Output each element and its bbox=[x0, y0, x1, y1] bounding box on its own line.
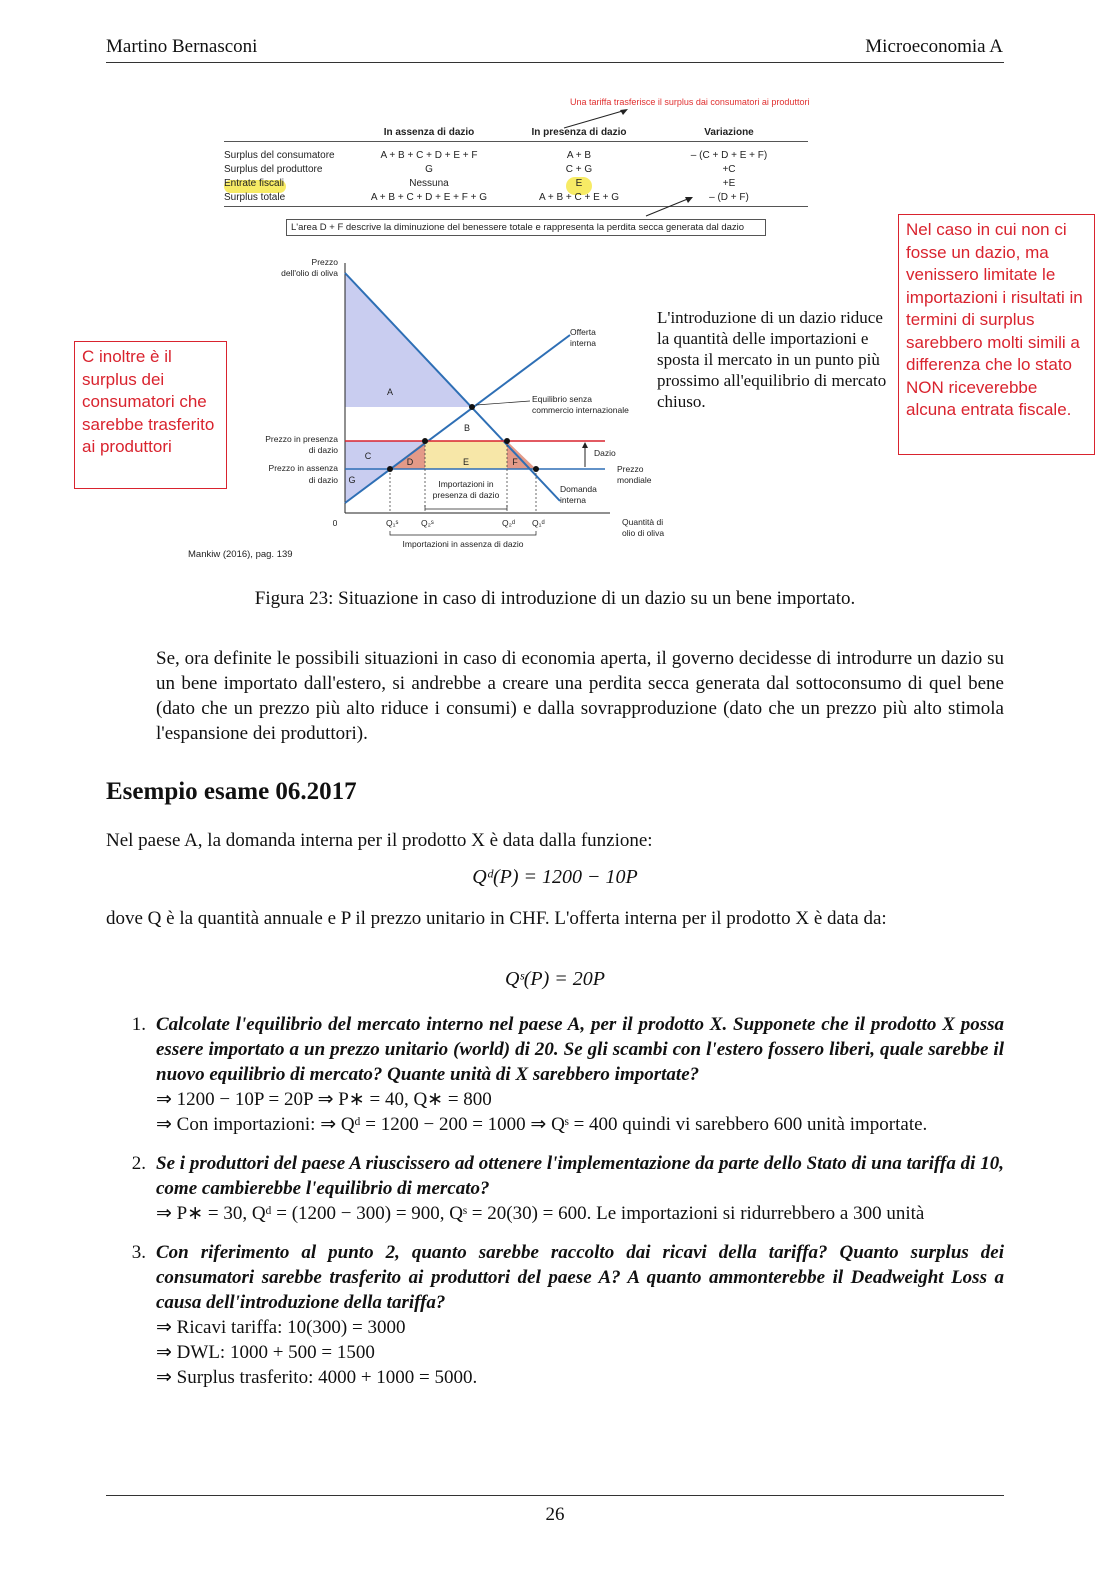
area-label-a: A bbox=[386, 387, 394, 397]
imports-tariff-label-1: Importazioni in bbox=[438, 479, 494, 489]
area-label-b: B bbox=[463, 423, 471, 433]
price-free-label-1: Prezzo in assenza bbox=[268, 463, 338, 473]
item-answer: ⇒ Surplus trasferito: 4000 + 1000 = 5000. bbox=[156, 1367, 478, 1388]
point bbox=[533, 466, 539, 472]
page-number: 26 bbox=[545, 1504, 565, 1525]
x-label-1: Quantità di bbox=[622, 517, 664, 527]
figure-caption: Figura 23: Situazione in caso di introduzione di un dazio su un bene importato. bbox=[254, 588, 856, 609]
list-item bbox=[116, 1151, 1004, 1226]
imports-free-label: Importazioni in assenza di dazio bbox=[402, 539, 524, 549]
price-tariff-label-1: Prezzo in presenza bbox=[265, 434, 338, 444]
price-tariff-label-2: di dazio bbox=[308, 445, 338, 455]
intro-text-2: dove Q è la quantità annuale e P il prezzo unitario in CHF. L'offerta interna per il prodotto X è data da: bbox=[106, 908, 887, 929]
col-change: Variazione bbox=[704, 127, 754, 138]
left-annotation-box: C inoltre è il surplus dei consumatori che sarebbe trasferito ai produttori bbox=[74, 341, 227, 489]
table-row: Surplus del produttore G C + G +C bbox=[224, 164, 736, 175]
supply-label-1: Offerta bbox=[570, 327, 596, 337]
demand-equation: Qᵈ(P) = 1200 − 10P bbox=[472, 866, 638, 888]
area-label-d: D bbox=[406, 457, 414, 467]
table-arrow bbox=[640, 194, 700, 220]
col-tariff: In presenza di dazio bbox=[531, 127, 627, 138]
table-row: Entrate fiscali Nessuna E +E bbox=[224, 178, 736, 189]
header-rule bbox=[106, 62, 1004, 63]
supply-equation: Qˢ(P) = 20P bbox=[505, 968, 605, 990]
list-item bbox=[116, 1240, 1004, 1390]
tariff-label: Dazio bbox=[594, 448, 616, 458]
item-answer: ⇒ DWL: 1000 + 500 = 1500 bbox=[156, 1342, 375, 1363]
middle-annotation: L'introduzione di un dazio riduce la quantità delle importazioni e sposta il mercato in un punto più prossimo all'equilibrio di mercato chiuso. bbox=[657, 308, 887, 411]
imports-tariff-label-2: presenza di dazio bbox=[432, 490, 500, 500]
q-tick: Q₁ᵈ bbox=[532, 518, 545, 528]
point bbox=[387, 466, 393, 472]
body-paragraph: Se, ora definite le possibili situazioni in caso di economia aperta, il governo decidesse di introdurre un dazio su un bene importato dall'estero, si andrebbe a creare una perdita secca generata dal sottoconsumo di quel bene (dato che un prezzo più alto riduce i consumi) e dalla sovrapproduzione (dato che un prezzo più alto stimola l'espansione dei produttori). bbox=[156, 648, 1004, 744]
eq-label-1: Equilibrio senza bbox=[532, 394, 593, 404]
section-title: Esempio esame 06.2017 bbox=[106, 778, 357, 805]
y-label-1: Prezzo bbox=[311, 257, 338, 267]
item-number: 3. bbox=[131, 1242, 146, 1263]
caption-box: L'area D + F descrive la diminuzione del benessere totale e rappresenta la perdita secca generata dal dazio bbox=[286, 219, 766, 236]
intro-text: Nel paese A, la domanda interna per il prodotto X è data dalla funzione: bbox=[106, 830, 653, 851]
world-label-1: Prezzo bbox=[617, 464, 644, 474]
area-label-c: C bbox=[364, 451, 372, 461]
supply-label-2: interna bbox=[570, 338, 596, 348]
x-label-2: olio di oliva bbox=[622, 528, 665, 538]
exercise-list bbox=[116, 1012, 1004, 1390]
item-question: Se i produttori del paese A riuscissero ad ottenere l'implementazione da parte dello Stato di una tariffa di 10, come cambierebbe l'equilibrio di mercato? bbox=[156, 1153, 1004, 1199]
table-header bbox=[224, 127, 808, 142]
item-number: 2. bbox=[131, 1153, 146, 1174]
item-answer: ⇒ Con importazioni: ⇒ Qᵈ = 1200 − 200 = 1000 ⇒ Qˢ = 400 quindi vi sarebbero 600 unità importate. bbox=[156, 1114, 928, 1135]
demand-label-1: Domanda bbox=[560, 484, 597, 494]
equilibrium-point bbox=[469, 404, 475, 410]
demand-label-2: interna bbox=[560, 495, 586, 505]
header-author: Martino Bernasconi bbox=[106, 36, 258, 57]
point bbox=[504, 438, 510, 444]
right-annotation-box: Nel caso in cui non ci fosse un dazio, ma venissero limitate le importazioni i risultati in termini di surplus sarebbero molti simili a differenza che lo stato NON riceverebbe alcuna entrata fiscale. bbox=[898, 214, 1095, 455]
area-label-g: G bbox=[348, 475, 356, 485]
y-label-2: dell'olio di oliva bbox=[281, 268, 338, 278]
item-question: Con riferimento al punto 2, quanto sarebbe raccolto dai ricavi della tariffa? Quanto surplus dei consumatori sarebbe trasferito ai produttori del paese A? A quanto ammonterebbe il Deadweight Loss a causa dell'introduzione della tariffa? bbox=[156, 1242, 1004, 1313]
table-row: Surplus totale A + B + C + D + E + F + G A + B + C + E + G – (D + F) bbox=[224, 192, 808, 207]
header-course: Microeconomia A bbox=[865, 36, 1003, 57]
tariff-graph bbox=[240, 245, 680, 565]
origin-label: 0 bbox=[332, 518, 338, 528]
area-label-f: F bbox=[512, 457, 518, 467]
item-answer: ⇒ P∗ = 30, Qᵈ = (1200 − 300) = 900, Qˢ = 20(30) = 600. Le importazioni si ridurrebbero a 300 unità bbox=[156, 1203, 925, 1224]
item-number: 1. bbox=[131, 1014, 146, 1035]
q-tick: Q₂ˢ bbox=[421, 518, 434, 528]
area-label-e: E bbox=[462, 457, 470, 467]
list-item bbox=[116, 1012, 1004, 1137]
q-tick: Q₂ᵈ bbox=[502, 518, 516, 528]
price-free-label-2: di dazio bbox=[308, 475, 338, 485]
item-answer: ⇒ 1200 − 10P = 20P ⇒ P∗ = 40, Q∗ = 800 bbox=[156, 1089, 492, 1110]
world-label-2: mondiale bbox=[617, 475, 652, 485]
surplus-table bbox=[224, 127, 808, 207]
item-answer: ⇒ Ricavi tariffa: 10(300) = 3000 bbox=[156, 1317, 406, 1338]
point bbox=[422, 438, 428, 444]
table-row: Surplus del consumatore A + B + C + D + E + F A + B – (C + D + E + F) bbox=[224, 150, 768, 161]
table-note: Una tariffa trasferisce il surplus dai consumatori ai produttori bbox=[570, 97, 810, 107]
eq-label-2: commercio internazionale bbox=[532, 405, 629, 415]
q-tick: Q₁ˢ bbox=[386, 518, 399, 528]
col-no-tariff: In assenza di dazio bbox=[383, 127, 475, 138]
figure-source: Mankiw (2016), pag. 139 bbox=[188, 549, 293, 560]
item-question: Calcolate l'equilibrio del mercato interno nel paese A, per il prodotto X. Supponete che il prodotto X possa essere importato a un prezzo unitario (world) di 20. Se gli scambi con l'estero fossero liberi, quale sarebbe il nuovo equilibrio di mercato? Quante unità di X sarebbero importate? bbox=[156, 1014, 1004, 1085]
footer-rule bbox=[106, 1495, 1004, 1496]
